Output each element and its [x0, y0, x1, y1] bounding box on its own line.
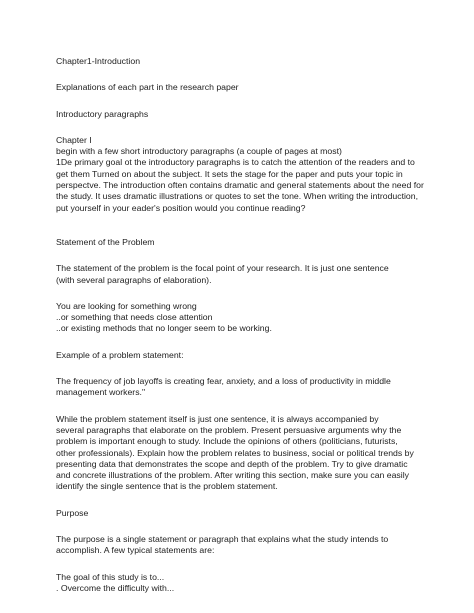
goal-line: The goal of this study is to...: [56, 571, 165, 582]
purpose-heading: Purpose: [56, 507, 89, 518]
problem-heading: Statement of the Problem: [56, 236, 155, 247]
purpose-line: accomplish. A few typical statements are:: [56, 545, 215, 556]
example-paragraph: [56, 376, 426, 399]
purpose-paragraph: [56, 534, 426, 557]
intro-paragraph: [56, 146, 426, 214]
intro-line: the study. It uses dramatic illustrations or quotes to set the tone. When writing the introduction,: [56, 191, 419, 202]
example-line: The frequency of job layoffs is creating fear, anxiety, and a loss of productivity in middle: [56, 376, 391, 387]
intro-line: get them Turned on about the subject. It sets the stage for the paper and puts your topic in: [56, 168, 403, 179]
explanations-heading: Explanations of each part in the research paper: [56, 82, 239, 93]
while-paragraph: [56, 414, 426, 493]
problem-paragraph: [56, 263, 426, 286]
while-line: While the problem statement itself is just one sentence, it is always accompanied by: [56, 413, 379, 424]
document-body: [56, 56, 426, 594]
goal-list: [56, 572, 426, 595]
intro-line: perspectve. The introduction often contains dramatic and general statements about the need for: [56, 180, 424, 191]
problem-line: (with several paragraphs of elaboration).: [56, 274, 212, 285]
intro-paragraphs-heading: Introductory paragraphs: [56, 108, 149, 119]
looking-line: ..or something that needs close attention: [56, 312, 213, 323]
intro-line: 1De primary goal ot the introductory paragraphs is to catch the attention of the readers and to: [56, 157, 415, 168]
while-line: presenting data that demonstrates the scope and depth of the problem. Try to give dramatic: [56, 458, 408, 469]
problem-line: The statement of the problem is the focal point of your research. It is just one sentence: [56, 263, 389, 274]
example-heading: Example of a problem statement:: [56, 349, 184, 360]
looking-line: You are looking for something wrong: [56, 300, 197, 311]
looking-list: [56, 301, 426, 335]
looking-line: ..or existing methods that no longer seem to be working.: [56, 323, 272, 334]
while-line: identify the single sentence that is the problem statement.: [56, 481, 278, 492]
intro-line: put yourself in your eader's position would you continue reading?: [56, 202, 306, 213]
chapter-heading: Chapter1-Introduction: [56, 56, 141, 66]
example-line: management workers.": [56, 387, 146, 398]
intro-line: begin with a few short introductory paragraphs (a couple of pages at most): [56, 146, 342, 157]
goal-line: . Overcome the difficulty with...: [56, 582, 175, 593]
while-line: and concrete illustrations of the problem. After writing this section, make sure you can easily: [56, 470, 409, 481]
while-line: several paragraphs that elaborate on the problem. Present persuasive arguments why the: [56, 424, 402, 435]
while-line: problem is important enough to study. Include the opinions of others (politicians, futurists,: [56, 436, 398, 447]
while-line: other professionals). Explain how the problem relates to business, social or political trends by: [56, 447, 414, 458]
purpose-line: The purpose is a single statement or paragraph that explains what the study intends to: [56, 534, 389, 545]
chapter-label: Chapter I: [56, 134, 92, 145]
